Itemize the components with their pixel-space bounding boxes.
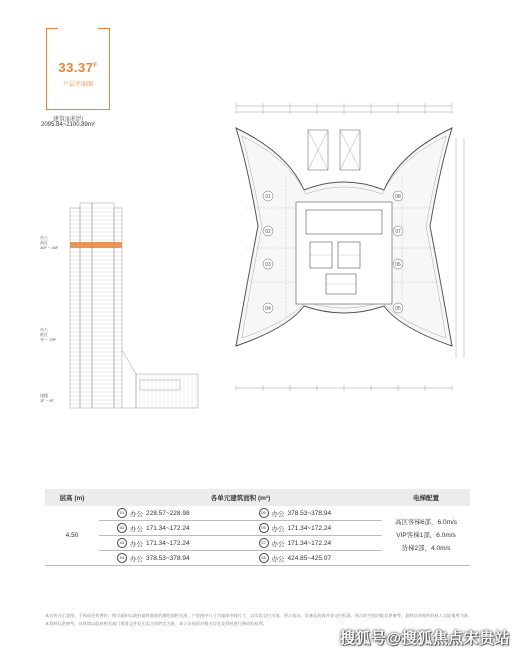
unit-number: 02: [117, 523, 127, 533]
unit-area: 171.34~172.24: [146, 524, 190, 532]
room-label: 03: [265, 262, 271, 268]
unit-use: 办公: [130, 510, 143, 518]
badge-top-left-line: [46, 28, 58, 29]
unit-cell: [241, 536, 383, 551]
elevator-item: VIP客梯1部，6.0m/s: [396, 532, 456, 539]
unit-spec-table: [45, 489, 470, 566]
room-label: 01: [265, 194, 271, 200]
unit-use: 办公: [271, 510, 285, 518]
watermark: 搜狐号@搜狐焦点宋贵站: [339, 630, 510, 647]
area-label: 建筑面积约: [53, 117, 84, 123]
elevation-drawing: [40, 200, 210, 420]
badge-top-right-line: [98, 28, 110, 29]
unit-use: 办公: [271, 525, 285, 533]
unit-use: 办公: [271, 555, 285, 563]
unit-cell: [241, 521, 383, 536]
room-label: 06: [395, 262, 401, 268]
unit-use: 办公: [130, 555, 143, 563]
zone-label-low: 办公 低区 7F ~ 29F: [40, 327, 57, 342]
unit-area: 424.85~425.07: [287, 554, 332, 562]
unit-number: 08: [259, 553, 269, 563]
unit-area: 171.34~172.24: [146, 539, 190, 547]
floor-plan-label: 户层平面图: [62, 82, 93, 88]
unit-use: 办公: [271, 540, 285, 548]
unit-cell: [241, 506, 383, 521]
header-elevators: 电梯配置: [382, 489, 470, 506]
unit-area: 171.34~172.24: [287, 539, 332, 547]
unit-cell: [99, 506, 241, 521]
unit-number: 06: [259, 523, 269, 533]
unit-cell: [99, 536, 241, 551]
header-unit-areas: 各单元建筑面积 (m²): [99, 489, 382, 506]
unit-use: 办公: [130, 525, 143, 533]
unit-cell: [241, 551, 383, 566]
unit-cell: [99, 551, 241, 566]
table-header-row: [45, 489, 470, 506]
building-elevation: [40, 200, 210, 420]
unit-number: 03: [117, 538, 127, 548]
unit-number: 01: [117, 508, 127, 518]
header-floor-height: 层高 (m): [45, 489, 99, 506]
disclaimer-footnote: 本宣传为示意图，不构成任何要约，图示面积以政府最终批准的测绘面积为准，户型图中尺寸为墙体中线尺寸，以实际交付为准。所示家具、设备及装饰并非交付标准。图示的空间功能仅供参考，最终以房屋所有权人实际使用为准。本资料仅供参考，具体请以政府相关部门批准文件及买卖合同约定为准，本公司保留对相关信息及资料进行修改的权利。: [45, 613, 473, 626]
unit-use: 办公: [130, 540, 143, 548]
elevator-item: 高区客梯6部，6.0m/s: [394, 519, 458, 526]
unit-number: 05: [259, 508, 269, 518]
unit-area: 171.34~172.24: [287, 524, 332, 532]
unit-number: 07: [259, 538, 269, 548]
unit-number: 04: [117, 553, 127, 563]
floor-plan-drawing: [216, 98, 470, 400]
room-label: 05: [395, 306, 401, 312]
highlighted-floors: [70, 242, 122, 248]
elevator-config-cell: [382, 506, 470, 566]
room-label: 02: [265, 229, 271, 235]
unit-cell: [99, 521, 241, 536]
area-value: 2095.84~2100.89m²: [41, 122, 95, 128]
elevator-item: 货梯2部，4.0m/s: [401, 545, 451, 552]
unit-area: 378.53~378.94: [146, 554, 190, 562]
room-label: 08: [395, 194, 401, 200]
floor-badge: [46, 28, 110, 110]
zone-label-podium: 裙楼 1F ~ 6F: [40, 393, 54, 403]
floor-range: $33.37^F$: [58, 60, 98, 75]
zone-label-high: 办公 高区 30F ~ 44F: [40, 235, 59, 250]
floor-plan: [216, 98, 470, 400]
room-label: 04: [265, 306, 271, 312]
unit-area: 228.57~228.98: [146, 509, 190, 517]
floor-height-value: 4.50: [45, 506, 99, 566]
table-row: [45, 506, 470, 521]
room-label: 07: [395, 229, 401, 235]
unit-area: 378.53~378.94: [287, 509, 332, 517]
